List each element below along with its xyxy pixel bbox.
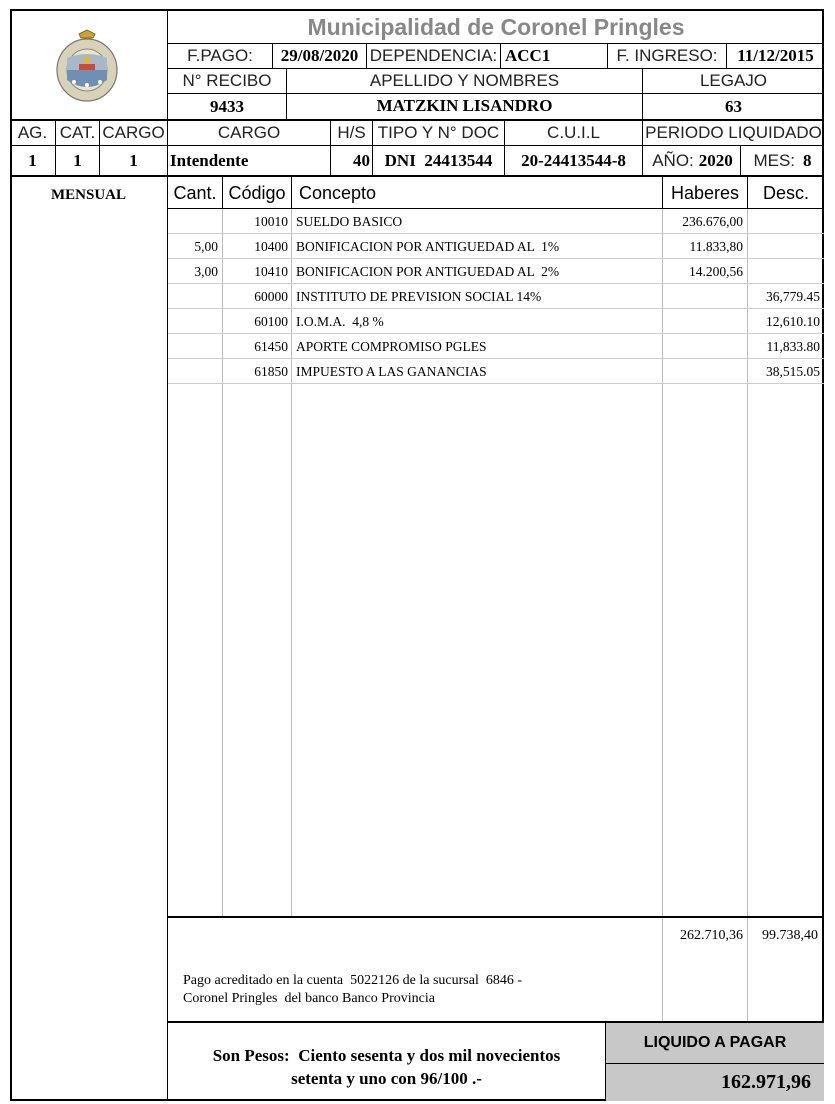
- row-haberes: [663, 334, 743, 359]
- cargo-num-label: CARGO: [102, 123, 165, 142]
- doc-value: DNI 24413544: [384, 150, 493, 170]
- row-concepto: I.O.M.A. 4,8 %: [296, 313, 384, 329]
- nombre-value: MATZKIN LISANDRO: [376, 95, 553, 115]
- col-desc-header: Desc.: [762, 182, 809, 203]
- row-haberes: 11.833,80: [689, 238, 743, 254]
- nombre-label: APELLIDO Y NOMBRES: [369, 71, 560, 90]
- payment-note-line-1: Pago acreditado en la cuenta 5022126 de la sucursal 6846 -: [183, 973, 523, 988]
- cuil-label: C.U.I.L: [547, 123, 600, 142]
- row-concepto: APORTE COMPROMISO PGLES: [296, 338, 487, 354]
- liquido-label: LIQUIDO A PAGAR: [643, 1034, 787, 1051]
- periodo-label: PERIODO LIQUIDADO: [645, 123, 822, 142]
- mes-value: 8: [803, 150, 812, 170]
- mes-field: [741, 146, 824, 175]
- cargo-value: Intendente: [170, 150, 249, 170]
- anio-value: 2020: [698, 150, 733, 170]
- row-haberes: [663, 359, 743, 384]
- row-cant: [168, 309, 218, 334]
- recibo-label: N° RECIBO: [182, 71, 272, 90]
- hs-value: 40: [353, 150, 370, 170]
- payment-note-line-2: Coronel Pringles del banco Banco Provincia: [183, 991, 435, 1006]
- row-concepto: INSTITUTO DE PREVISION SOCIAL 14%: [296, 288, 542, 304]
- row-codigo: 10400: [254, 238, 288, 254]
- municipal-seal-logo: [52, 28, 122, 102]
- anio-label: AÑO:: [652, 150, 694, 170]
- row-desc: [748, 259, 820, 284]
- row-cant: 3,00: [194, 263, 218, 279]
- row-cant: [168, 209, 218, 234]
- row-haberes: 236.676,00: [682, 213, 743, 229]
- row-concepto: IMPUESTO A LAS GANANCIAS: [296, 363, 487, 379]
- anio-field: [645, 146, 740, 175]
- row-desc: 38,515.05: [766, 363, 820, 379]
- row-cant: [168, 284, 218, 309]
- row-desc: [748, 209, 820, 234]
- col-haberes-header: Haberes: [670, 182, 740, 203]
- total-desc: 99.738,40: [762, 928, 818, 943]
- col-cant-header: Cant.: [173, 182, 217, 203]
- row-desc: 11,833.80: [766, 338, 820, 354]
- legajo-value: 63: [725, 96, 742, 116]
- row-haberes: [663, 309, 743, 334]
- row-haberes: [663, 284, 743, 309]
- row-desc: [748, 234, 820, 259]
- dependencia-label: DEPENDENCIA:: [369, 46, 498, 65]
- row-divider: [168, 383, 824, 384]
- row-cant: [168, 334, 218, 359]
- ag-value: 1: [28, 150, 37, 170]
- liquidacion-tipo: MENSUAL: [50, 186, 126, 203]
- cuil-value: 20-24413544-8: [521, 150, 626, 170]
- cargo-num-value: 1: [129, 150, 138, 170]
- cargo-label: CARGO: [217, 123, 281, 142]
- row-codigo: 10010: [254, 213, 288, 229]
- cat-value: 1: [73, 150, 82, 170]
- row-codigo: 61450: [254, 338, 288, 354]
- col-codigo-header: Código: [228, 182, 286, 203]
- row-concepto: BONIFICACION POR ANTIGUEDAD AL 2%: [296, 263, 560, 279]
- dependencia-value: ACC1: [505, 46, 551, 65]
- col-concepto-header: Concepto: [299, 182, 377, 203]
- hs-label: H/S: [337, 123, 366, 142]
- ag-label: AG.: [17, 123, 48, 142]
- fpago-label: F.PAGO:: [187, 46, 253, 65]
- row-cant: 5,00: [194, 238, 218, 254]
- row-cant: [168, 359, 218, 384]
- row-codigo: 60100: [254, 313, 288, 329]
- fingreso-label: F. INGRESO:: [616, 46, 718, 65]
- fingreso-value: 11/12/2015: [737, 46, 814, 65]
- mes-label: MES:: [753, 150, 796, 170]
- liquido-value: 162.971,96: [721, 1071, 811, 1093]
- son-pesos-line-2: setenta y uno con 96/100 .-: [291, 1069, 482, 1088]
- row-codigo: 61850: [254, 363, 288, 379]
- cat-label: CAT.: [59, 123, 96, 142]
- municipality-title: Municipalidad de Coronel Pringles: [307, 14, 685, 40]
- row-codigo: 60000: [254, 288, 288, 304]
- row-haberes: 14.200,56: [689, 263, 743, 279]
- row-desc: 36,779.45: [766, 288, 820, 304]
- son-pesos-line-1: Son Pesos: Ciento sesenta y dos mil novecientos: [212, 1046, 561, 1065]
- fpago-value: 29/08/2020: [280, 46, 359, 65]
- total-haberes: 262.710,36: [680, 928, 743, 943]
- row-concepto: SUELDO BASICO: [296, 213, 403, 229]
- row-codigo: 10410: [254, 263, 288, 279]
- doc-label: TIPO Y N° DOC: [377, 123, 500, 142]
- legajo-label: LEGAJO: [699, 71, 768, 90]
- recibo-value: 9433: [210, 96, 244, 116]
- row-desc: 12,610.10: [766, 313, 820, 329]
- row-concepto: BONIFICACION POR ANTIGUEDAD AL 1%: [296, 238, 560, 254]
